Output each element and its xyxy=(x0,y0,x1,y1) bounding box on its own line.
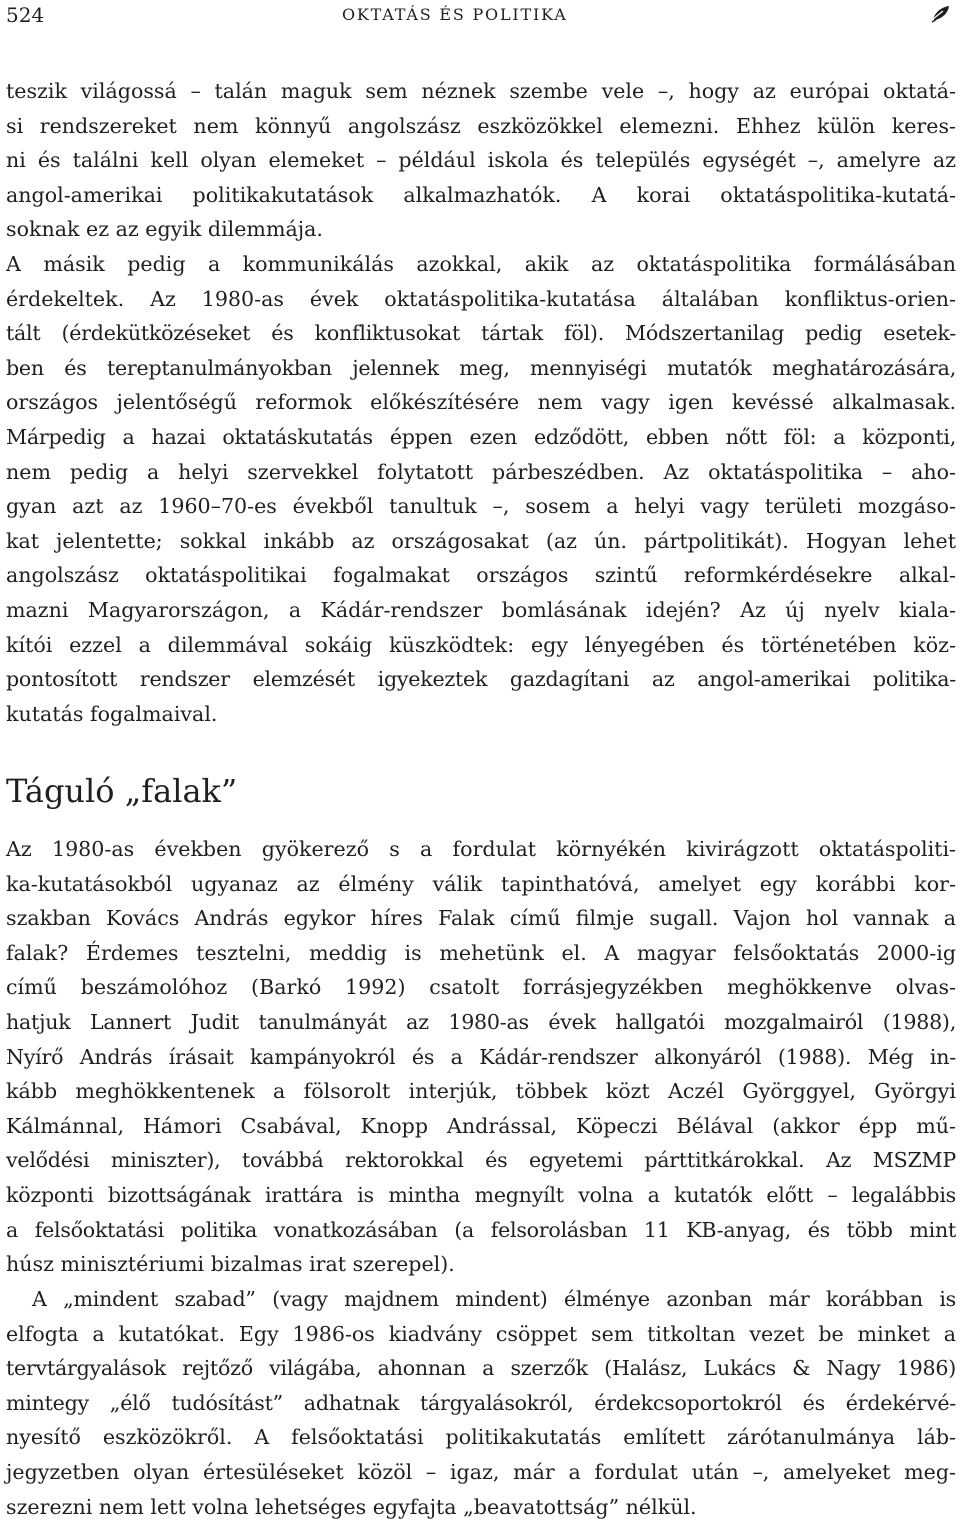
text-line: kítói ezzel a dilemmával sokáig küszködtek: egy lényegében és történetében köz- xyxy=(6,632,956,657)
text-line: si rendszereket nem könnyű angolszász eszközökkel elemezni. Ehhez külön keres- xyxy=(6,113,956,138)
text-line: ka-kutatásokból ugyanaz az élmény válik tapinthatóvá, amelyet egy korábbi kor- xyxy=(6,871,956,896)
text-line: Az 1980-as években gyökerező s a fordulat környékén kivirágzott oktatáspoliti- xyxy=(6,837,956,861)
text-line: angolszász oktatáspolitikai fogalmakat országos szintű reformkérdésekre alkal- xyxy=(6,563,956,588)
section-heading: Táguló „falak” xyxy=(6,772,238,810)
paragraph-4 xyxy=(6,1282,956,1524)
text-line: gyan azt az 1960–70-es évekből tanultuk –, sosem a helyi vagy területi mozgáso- xyxy=(6,494,956,519)
paragraph-2 xyxy=(6,247,956,731)
text-line: nyesítő eszközökről. A felsőoktatási politikakutatás említett zárótanulmánya láb- xyxy=(6,1425,956,1450)
text-line: kutatás fogalmaival. xyxy=(6,701,218,726)
text-line: tervtárgyalások rejtőző világába, ahonnan a szerzők (Halász, Lukács & Nagy 1986) xyxy=(6,1356,956,1381)
text-line: ni és találni kell olyan elemeket – például iskola és település egységét –, amelyre az xyxy=(6,148,956,173)
text-line: nem pedig a helyi szervekkel folytatott párbeszédben. Az oktatáspolitika – aho- xyxy=(6,459,956,484)
leaf-ornament-icon xyxy=(930,2,952,24)
text-line: tált (érdekütközéseket és konfliktusokat tártak föl). Módszertanilag pedig esetek- xyxy=(6,321,956,346)
text-line: falak? Érdemes tesztelni, meddig is mehetünk el. A magyar felsőoktatás 2000-ig xyxy=(6,940,956,965)
running-title: OKTATÁS ÉS POLITIKA xyxy=(342,5,568,24)
text-line: Kálmánnal, Hámori Csabával, Knopp Andrással, Köpeczi Bélával (akkor épp mű- xyxy=(6,1113,956,1138)
text-line: húsz minisztériumi bizalmas irat szerepel). xyxy=(6,1252,455,1277)
text-line: teszik világossá – talán maguk sem néznek szembe vele –, hogy az európai oktatá- xyxy=(6,79,956,103)
text-line: jegyzetben olyan értesüléseket közöl – igaz, már a fordulat után –, amelyeket meg- xyxy=(6,1459,956,1484)
text-line: kat jelentette; sokkal inkább az országosakat (az ún. pártpolitikát). Hogyan lehet xyxy=(6,528,956,553)
text-line: mintegy „élő tudósítást” adhatnak tárgyalásokról, érdekcsoportokról és érdekérvé- xyxy=(6,1390,956,1415)
text-line: Márpedig a hazai oktatáskutatás éppen ezen edződött, ebben nőtt föl: a központi, xyxy=(6,424,956,449)
text-line: A másik pedig a kommunikálás azokkal, akik az oktatáspolitika formálásában xyxy=(6,252,956,276)
text-line: szakban Kovács András egykor híres Falak című filmje sugall. Vajon hol vannak a xyxy=(6,906,956,931)
text-line: A „mindent szabad” (vagy majdnem mindent) élménye azonban már korábban is xyxy=(32,1287,956,1311)
text-line: mazni Magyarországon, a Kádár-rendszer bomlásának idején? Az új nyelv kiala- xyxy=(6,597,956,622)
text-line: velődési miniszter), továbbá rektorokkal és egyetemi párttitkárokkal. Az MSZMP xyxy=(6,1148,956,1173)
text-line: pontosított rendszer elemzését igyekeztek gazdagítani az angol-amerikai politika- xyxy=(6,667,956,692)
text-line: kább meghökkentenek a fölsorolt interjúk, többek közt Aczél Györggyel, Györgyi xyxy=(6,1079,956,1104)
paragraph-1 xyxy=(6,74,956,247)
text-line: országos jelentőségű reformok előkészítésére nem vagy igen kevéssé alkalmasak. xyxy=(6,390,956,415)
text-line: a felsőoktatási politika vonatkozásában (a felsorolásban 11 KB-anyag, és több mint xyxy=(6,1217,956,1242)
running-header xyxy=(0,0,960,32)
text-line: központi bizottságának irattára is mintha megnyílt volna a kutatók előtt – legalábbis xyxy=(6,1182,956,1207)
text-line: című beszámolóhoz (Barkó 1992) csatolt forrásjegyzékben meghökkenve olvas- xyxy=(6,975,956,1000)
text-line: hatjuk Lannert Judit tanulmányát az 1980-as évek hallgatói mozgalmairól (1988), xyxy=(6,1009,956,1034)
text-line: angol-amerikai politikakutatások alkalmazhatók. A korai oktatáspolitika-kutatá- xyxy=(6,182,956,207)
text-line: szerezni nem lett volna lehetséges egyfajta „beavatottság” nélkül. xyxy=(6,1494,697,1519)
text-line: soknak ez az egyik dilemmája. xyxy=(6,217,323,242)
page-number: 524 xyxy=(6,3,45,27)
text-line: Nyírő András írásait kampányokról és a Kádár-rendszer alkonyáról (1988). Még in- xyxy=(6,1044,956,1069)
text-line: elfogta a kutatókat. Egy 1986-os kiadvány csöppet sem titkoltan vezet be minket a xyxy=(6,1321,956,1346)
text-line: érdekeltek. Az 1980-as évek oktatáspolitika-kutatása általában konfliktus-orien- xyxy=(6,286,956,311)
text-line: ben és tereptanulmányokban jelennek meg, mennyiségi mutatók meghatározására, xyxy=(6,355,956,380)
paragraph-3 xyxy=(6,832,956,1282)
